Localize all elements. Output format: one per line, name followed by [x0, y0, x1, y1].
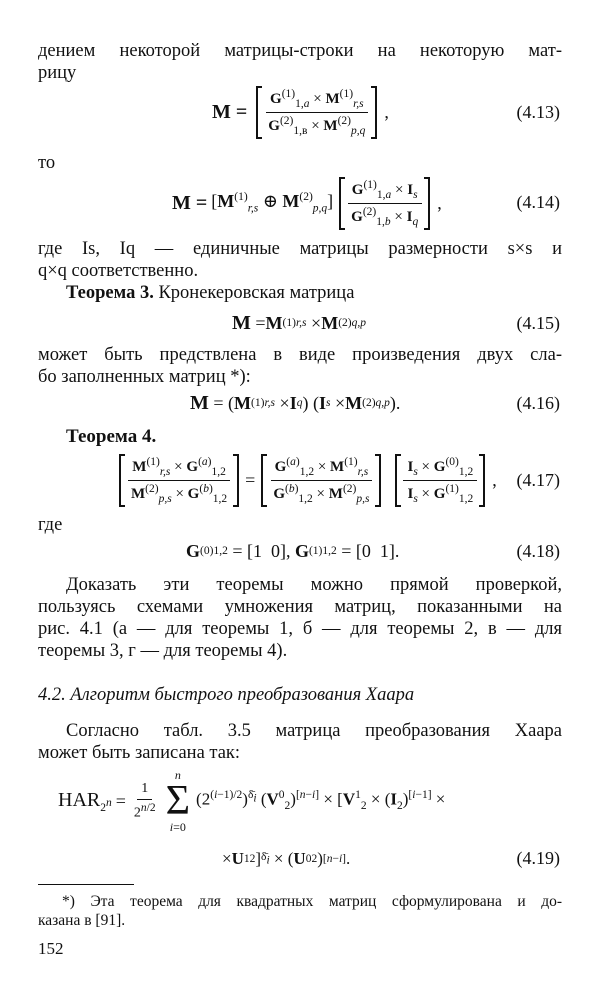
para5-line2: может быть записана так: [38, 743, 241, 763]
har-symbol: HAR [58, 788, 101, 811]
equation-4-17: $\frac{M^{(1)}_{r,s} \times G^{(a)}_{1,2}}{M^{(2)}_{p,s} \times G^{(b)}_{1,2}}$ = $\frac{G^{(a)}_{1,2} \times M^{(1)}_{r,s}}{G^{(b)}_{1,2} \times M^{(2)}_{p,s}}$ $\frac{I_s \times G^{(0)}_{1,2}}{I_s \times G^{(1)}_{1,2}}$ , [116, 452, 497, 508]
equation-number-4-17: (4.17) [516, 470, 560, 490]
bracket-matrix [339, 177, 430, 230]
bracket-matrix [256, 86, 377, 139]
para2-line1: где Is, Iq — единичные матрицы размерности s×s и [38, 239, 562, 259]
word-where: где [38, 515, 63, 535]
fraction: $\frac{1}{2^{n/2}}$ [133, 780, 156, 821]
fraction: $\frac{M^{(1)}_{r,s} \times G^{(a)}_{1,2}}{M^{(2)}_{p,s} \times G^{(b)}_{1,2}}$ [127, 456, 231, 505]
equation-4-15: M = M (1) r,s × M (2) q,p [232, 311, 366, 334]
equation-number-4-13: (4.13) [516, 102, 560, 122]
para3-line2: бо заполненных матриц *): [38, 367, 251, 387]
word-to: то [38, 153, 56, 173]
theorem3-label: Теорема 3. [66, 283, 154, 303]
equation-number-4-14: (4.14) [516, 192, 560, 212]
para2-line2: q×q соответственно. [38, 261, 199, 281]
theorem3 [66, 282, 354, 304]
section-title: 4.2. Алгоритм быстрого преобразования Хаара [38, 685, 415, 705]
bracket-matrix [261, 454, 381, 507]
equation-4-19-line1: $HAR_{2^n}$ = $\frac{1}{2^{n/2}}$ n Σ i=0 $(2^{(i-1)/2})^{\deltā_i}$ $(V^0_2)[n-i] \times [V^1_2 \times (I_2)[i-1]$ × [58, 768, 446, 834]
para1-line2: рицу [38, 63, 77, 83]
theorem4-label: Теорема 4. [66, 426, 157, 447]
equation-4-19-line2: × U 1 2 ] $\deltā_i$ × ( U 0 2 ) [n−i] . [222, 849, 351, 868]
fraction: $\frac{I_s \times G^{(0)}_{1,2}}{I_s \times G^{(1)}_{1,2}}$ [403, 456, 477, 505]
equation-number-4-18: (4.18) [516, 541, 560, 561]
para4-line3: рис. 4.1 (а — для теоремы 1, б — для теоремы 2, в — для [38, 619, 562, 639]
fraction: $\frac{G^{(1)}_{1,a} \times M^{(1)}_{r,s}}{G^{(2)}_{1,в} \times M^{(2)}_{p,q}}$ [264, 88, 369, 137]
equation-4-13: M = $\frac{G^{(1)}_{1,a} \times M^{(1)}_{r,s}}{G^{(2)}_{1,в} \times M^{(2)}_{p,q}}$ , [212, 87, 389, 137]
equation-4-16: M = ( M (1) r,s × I q ) ( I s × M (2) q,p ). [190, 391, 401, 414]
equation-4-14: M = [$M^{(1)}_{r,s}$ ⊕ $M^{(2)}_{p,q}$] $\frac{G^{(1)}_{1,a} \times I_s}{G^{(2)}_{1,b} \times I_q}$ , [172, 178, 442, 228]
para3-line1: может быть предствлена в виде произведения двух сла- [38, 345, 562, 365]
bracket-matrix [395, 454, 485, 507]
fraction: $\frac{G^{(1)}_{1,a} \times I_s}{G^{(2)}_{1,b} \times I_q}$ [347, 179, 422, 228]
footnote-line2: казана в [91]. [38, 912, 126, 929]
page-number: 152 [38, 939, 64, 958]
para4-line4: теоремы 3, г — для теоремы 4). [38, 641, 288, 661]
para1-line1: дением некоторой матрицы-строки на некоторую мат- [38, 41, 562, 61]
fraction: $\frac{G^{(a)}_{1,2} \times M^{(1)}_{r,s}}{G^{(b)}_{1,2} \times M^{(2)}_{p,s}}$ [269, 456, 373, 505]
equation-4-18: G (0) 1,2 = [1 0], G (1) 1,2 = [0 1]. [186, 540, 400, 561]
para4-line1: Доказать эти теоремы можно прямой проверкой, [66, 575, 562, 595]
bracket-matrix [119, 454, 239, 507]
sum-symbol: n Σ i=0 [165, 768, 191, 834]
para5-line1: Согласно табл. 3.5 матрица преобразования Хаара [66, 721, 562, 741]
equation-number-4-19: (4.19) [516, 848, 560, 868]
theorem3-text: Кронекеровская матрица [158, 283, 355, 303]
footnote-line1: *) Эта теорема для квадратных матриц сформулирована и до- [62, 893, 562, 910]
footnote-rule [38, 884, 134, 885]
equation-number-4-16: (4.16) [516, 393, 560, 413]
equation-number-4-15: (4.15) [516, 313, 560, 333]
para4-line2: пользуясь схемами умножения матриц, показанными на [38, 597, 562, 617]
